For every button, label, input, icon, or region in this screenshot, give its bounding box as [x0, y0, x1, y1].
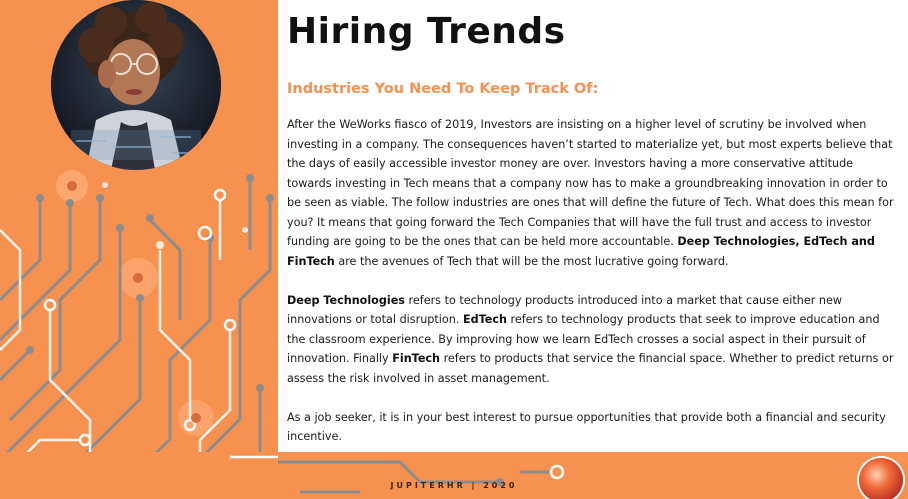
intro-text: After the WeWorks fiasco of 2019, Investors are insisting on a higher level of scrutiny be involved when investing in a company. The consequences haven’t started to materialize yet, but most experts believe that the days of easily accessible investor money are over. Investors having a more conservative attitude towards investing in Tech means that a company now has to make a groundbreaking innovation in order to be seen as viable. The follow industries are ones that will define the future of Tech. What does this mean for you? It means that going forward the Tech Companies that will have the full trust and access to investor funding are going to be the ones that can be held more accountable. [287, 118, 894, 248]
definition-edtech: refers to technology products that seek to improve education and the classroom experience. By improving how we learn EdTech crosses a social aspect in their pursuit of innovation. Finally [287, 313, 880, 365]
footer-bar [0, 452, 908, 499]
term-edtech: EdTech [462, 313, 507, 326]
footer-circuit-graphic [0, 452, 908, 499]
article-content [287, 8, 894, 447]
footer-brand: JUPITERHR | 2020 [390, 481, 518, 490]
term-fintech: FinTech [392, 352, 441, 365]
definition-deep-technologies: refers to technology products introduced into a market that cause either new innovations or total disruption. [287, 293, 843, 326]
closing-paragraph: As a job seeker, it is in your best interest to pursue opportunities that provide both a financial and security incentive. [287, 410, 886, 443]
definition-fintech: refers to products that service the financial space. Whether to predict returns or assess the risk involved in asset management. [287, 352, 894, 385]
definitions-paragraph [287, 291, 894, 389]
intro-paragraph [287, 115, 894, 271]
term-deep-technologies: Deep Technologies [287, 293, 405, 307]
woman-with-glasses-photo [51, 0, 221, 170]
page-title: Hiring Trends [287, 11, 566, 52]
intro-tail: are the avenues of Tech that will be the most lucrative going forward. [334, 254, 729, 268]
decorative-left-panel [0, 0, 278, 499]
jupiter-planet-logo [859, 458, 903, 499]
intro-highlight: Deep Technologies, EdTech and FinTech [287, 235, 875, 268]
section-subtitle: Industries You Need To Keep Track Of: [287, 81, 599, 97]
